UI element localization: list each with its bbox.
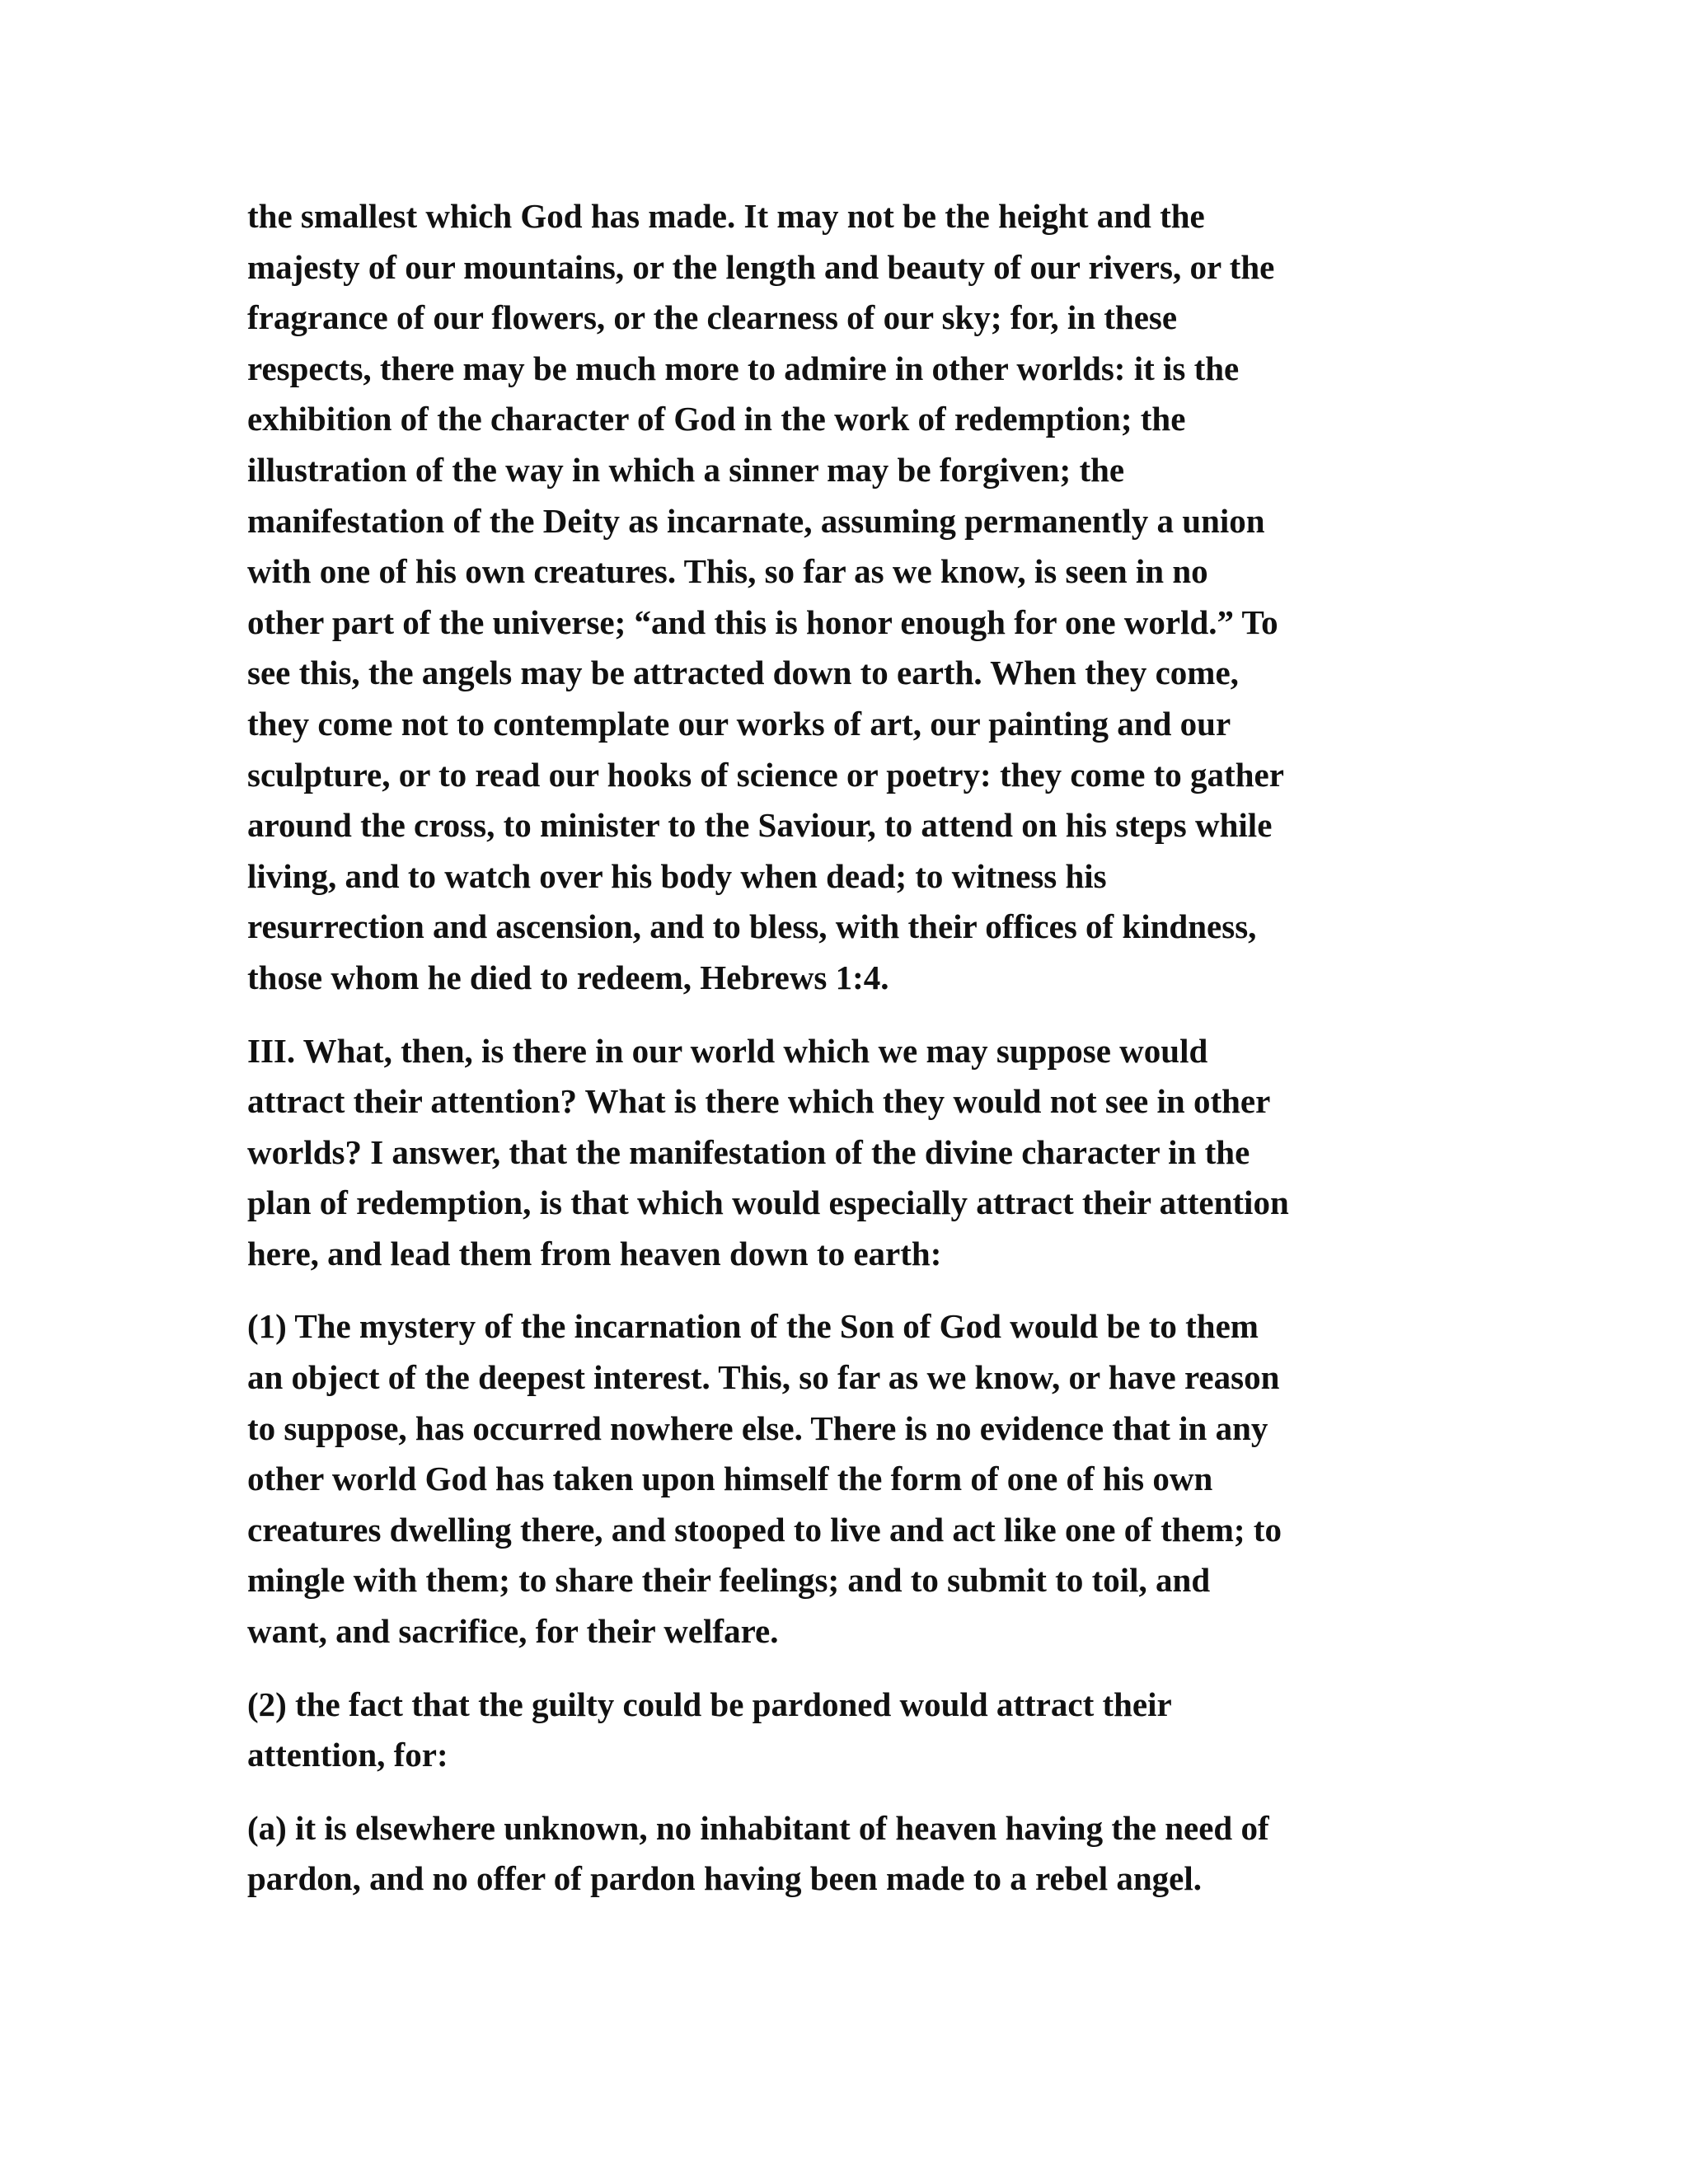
text-line: with one of his own creatures. This, so far as we know, is seen in no: [247, 552, 1208, 591]
text-line: exhibition of the character of God in the work of redemption; the: [247, 400, 1186, 438]
text-line: see this, the angels may be attracted down to earth. When they come,: [247, 654, 1239, 692]
paragraph-5: [247, 1803, 1459, 1905]
text-line: pardon, and no offer of pardon having been made to a rebel angel.: [247, 1859, 1202, 1898]
text-line: they come not to contemplate our works of art, our painting and our: [247, 704, 1231, 743]
text-line: sculpture, or to read our hooks of science or poetry: they come to gather: [247, 755, 1284, 794]
paragraph-2: [247, 1026, 1459, 1280]
text-line: (2) the fact that the guilty could be pardoned would attract their: [247, 1685, 1172, 1723]
text-line: creatures dwelling there, and stooped to live and act like one of them; to: [247, 1510, 1282, 1549]
text-line: plan of redemption, is that which would especially attract their attention: [247, 1183, 1289, 1222]
text-line: those whom he died to redeem, Hebrews 1:4.: [247, 958, 889, 996]
text-line: worlds? I answer, that the manifestation of the divine character in the: [247, 1132, 1250, 1171]
text-line: fragrance of our flowers, or the clearness of our sky; for, in these: [247, 298, 1178, 337]
text-line: illustration of the way in which a sinner may be forgiven; the: [247, 450, 1125, 489]
text-line: mingle with them; to share their feelings; and to submit to toil, and: [247, 1561, 1211, 1600]
text-line: manifestation of the Deity as incarnate, assuming permanently a union: [247, 501, 1265, 540]
paragraph-1: [247, 191, 1459, 1004]
text-line: attention, for:: [247, 1736, 448, 1774]
text-line: respects, there may be much more to admire in other worlds: it is the: [247, 349, 1240, 387]
text-line: the smallest which God has made. It may not be the height and the: [247, 197, 1205, 235]
text-line: attract their attention? What is there which they would not see in other: [247, 1082, 1271, 1121]
text-line: resurrection and ascension, and to bless, with their offices of kindness,: [247, 907, 1257, 946]
text-line: (1) The mystery of the incarnation of the Son of God would be to them: [247, 1307, 1259, 1346]
paragraph-3: [247, 1301, 1459, 1657]
text-line: majesty of our mountains, or the length and beauty of our rivers, or the: [247, 247, 1275, 286]
text-line: an object of the deepest interest. This, so far as we know, or have reason: [247, 1358, 1280, 1397]
paragraph-4: [247, 1680, 1459, 1781]
text-line: (a) it is elsewhere unknown, no inhabitant of heaven having the need of: [247, 1808, 1269, 1847]
body-text: [247, 191, 1459, 1927]
text-line: around the cross, to minister to the Saviour, to attend on his steps while: [247, 806, 1273, 845]
text-line: other part of the universe; “and this is honor enough for one world.” To: [247, 602, 1278, 641]
text-line: III. What, then, is there in our world which we may suppose would: [247, 1031, 1208, 1070]
text-line: living, and to watch over his body when dead; to witness his: [247, 856, 1107, 895]
text-line: here, and lead them from heaven down to earth:: [247, 1234, 942, 1272]
text-line: to suppose, has occurred nowhere else. There is no evidence that in any: [247, 1408, 1268, 1447]
text-line: want, and sacrifice, for their welfare.: [247, 1612, 779, 1651]
text-line: other world God has taken upon himself the form of one of his own: [247, 1460, 1213, 1498]
